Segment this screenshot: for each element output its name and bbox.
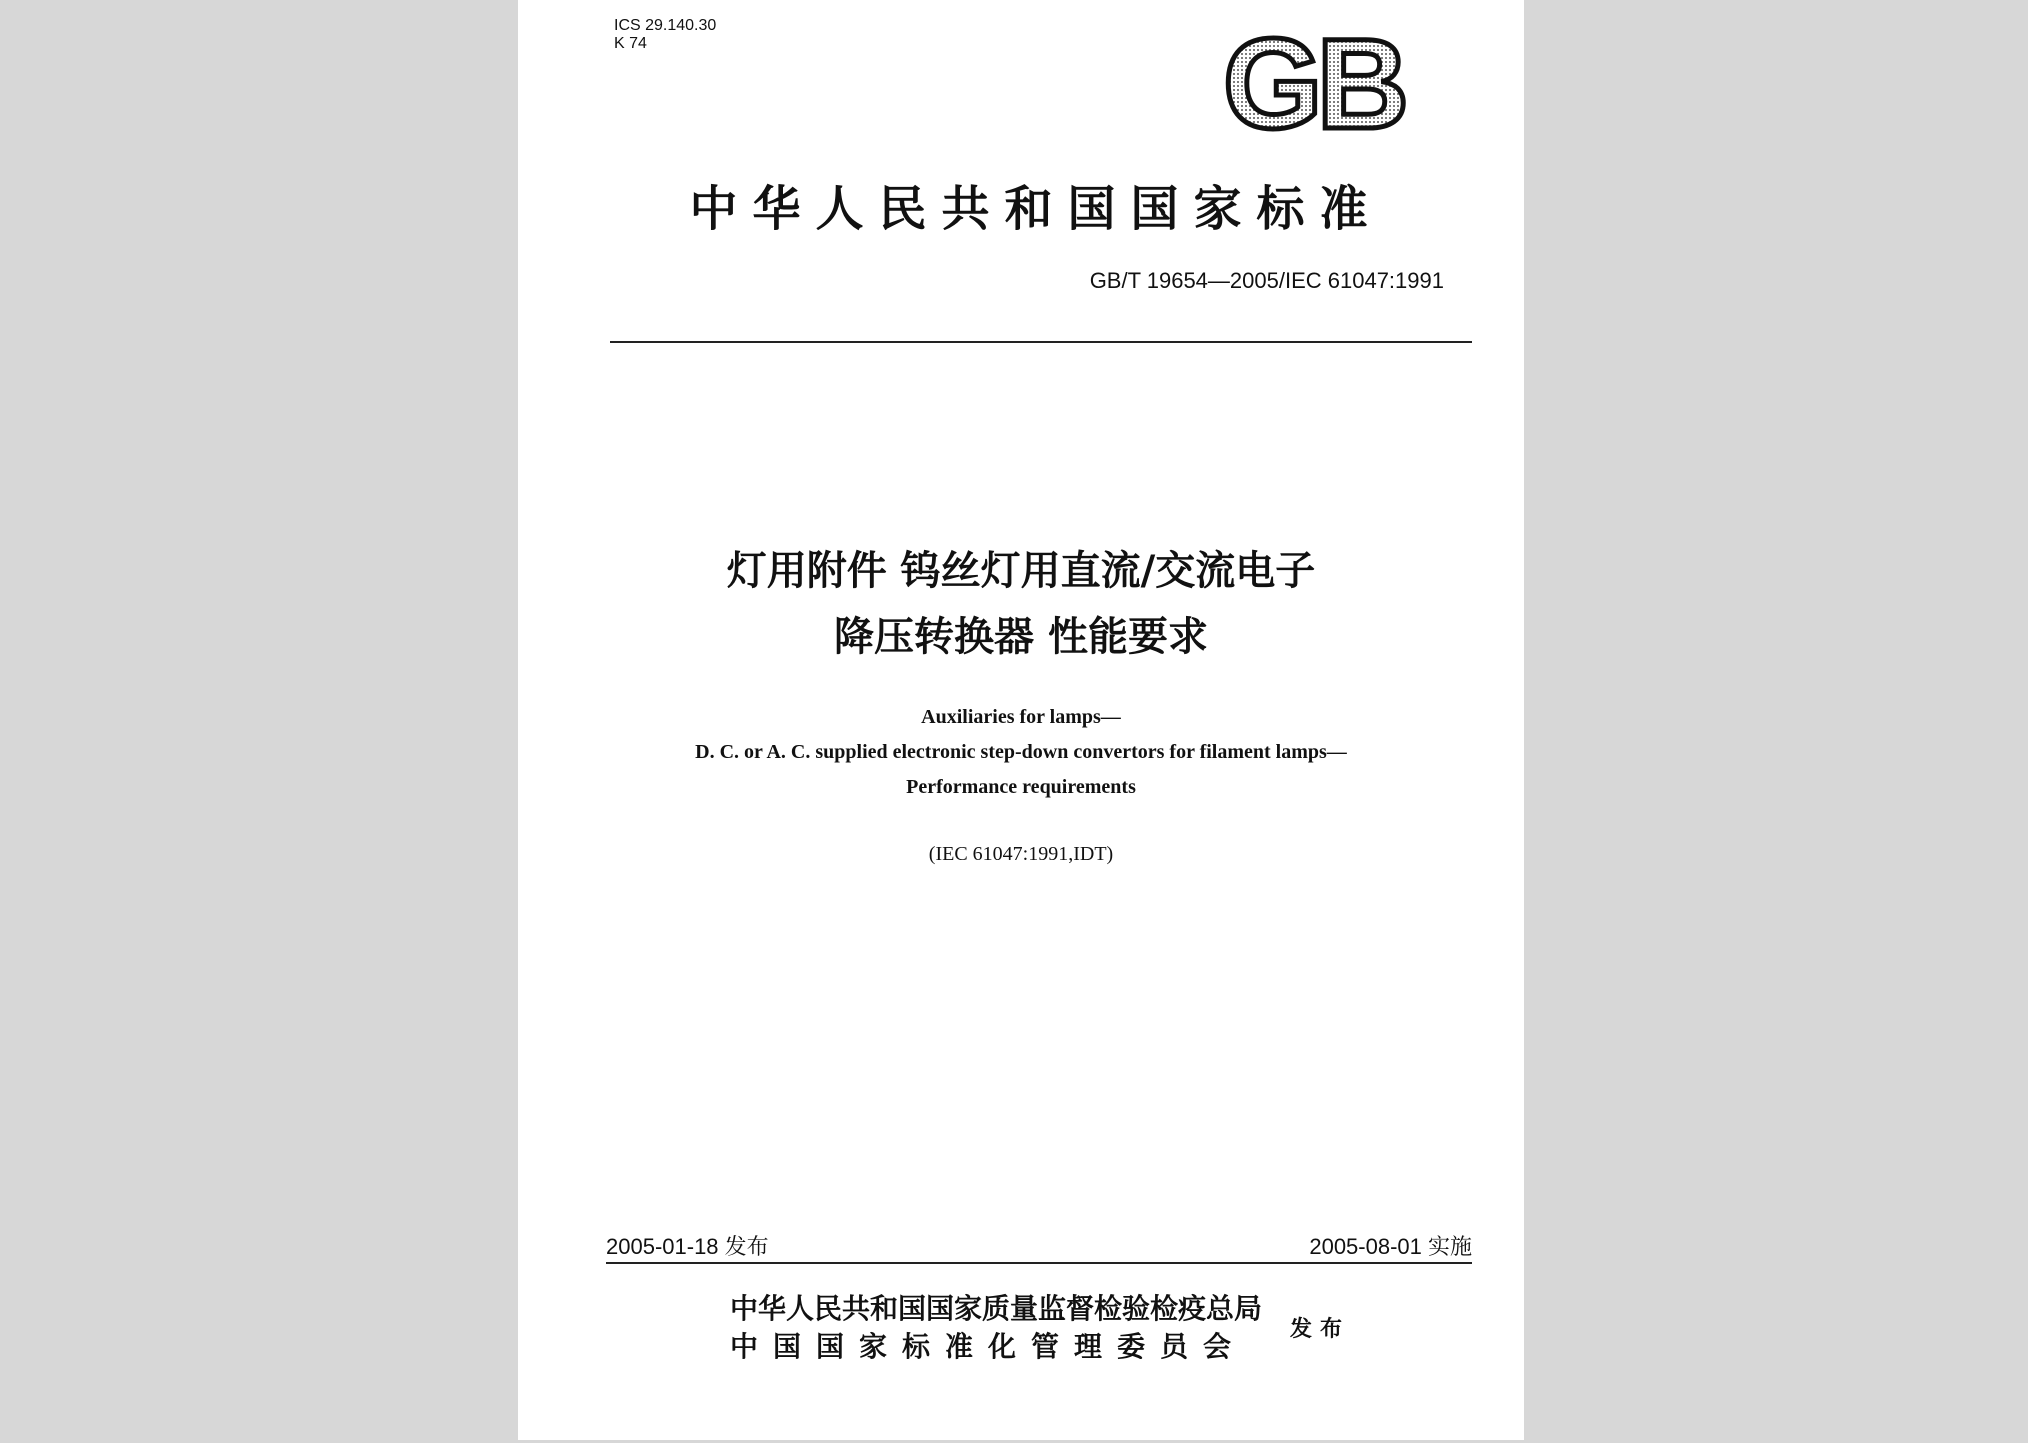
ics-code: ICS 29.140.30: [614, 17, 717, 34]
header-divider: [610, 341, 1472, 343]
issuer-sac: 中国国家标准化管理委员会: [730, 1330, 1247, 1363]
gb-logo: [1208, 24, 1418, 140]
iec-reference: (IEC 61047:1991,IDT): [928, 843, 1114, 865]
chinese-title: [518, 538, 1524, 670]
publish-label: 发布: [1290, 1317, 1351, 1342]
english-title-line-1: Auxiliaries for lamps—: [921, 706, 1121, 728]
english-title-line-3: Performance requirements: [906, 776, 1136, 798]
standard-cover-page: [518, 0, 1524, 1440]
chinese-title-line-2: 降压转换器 性能要求: [834, 614, 1208, 660]
class-code: K 74: [614, 35, 647, 52]
issue-date: 2005-01-18 发布: [606, 1234, 769, 1259]
gb-logo-graphic: [1208, 24, 1418, 140]
gb-logo-text: GB: [1223, 24, 1403, 140]
english-title-line-2: D. C. or A. C. supplied electronic step-down convertors for filament lamps—: [695, 741, 1347, 763]
issuing-authorities: [730, 1290, 1262, 1366]
standard-number: GB/T 19654—2005/IEC 61047:1991: [1089, 268, 1444, 293]
national-standard-heading: 中华人民共和国国家标准: [689, 181, 1383, 237]
footer-divider: [606, 1262, 1472, 1264]
implementation-date: 2005-08-01 实施: [1309, 1234, 1472, 1259]
classification-block: [614, 17, 716, 53]
chinese-title-line-1: 灯用附件 钨丝灯用直流/交流电子: [726, 548, 1316, 594]
issuer-aqsiq: 中华人民共和国国家质量监督检验检疫总局: [730, 1292, 1263, 1325]
english-title: [518, 700, 1524, 805]
